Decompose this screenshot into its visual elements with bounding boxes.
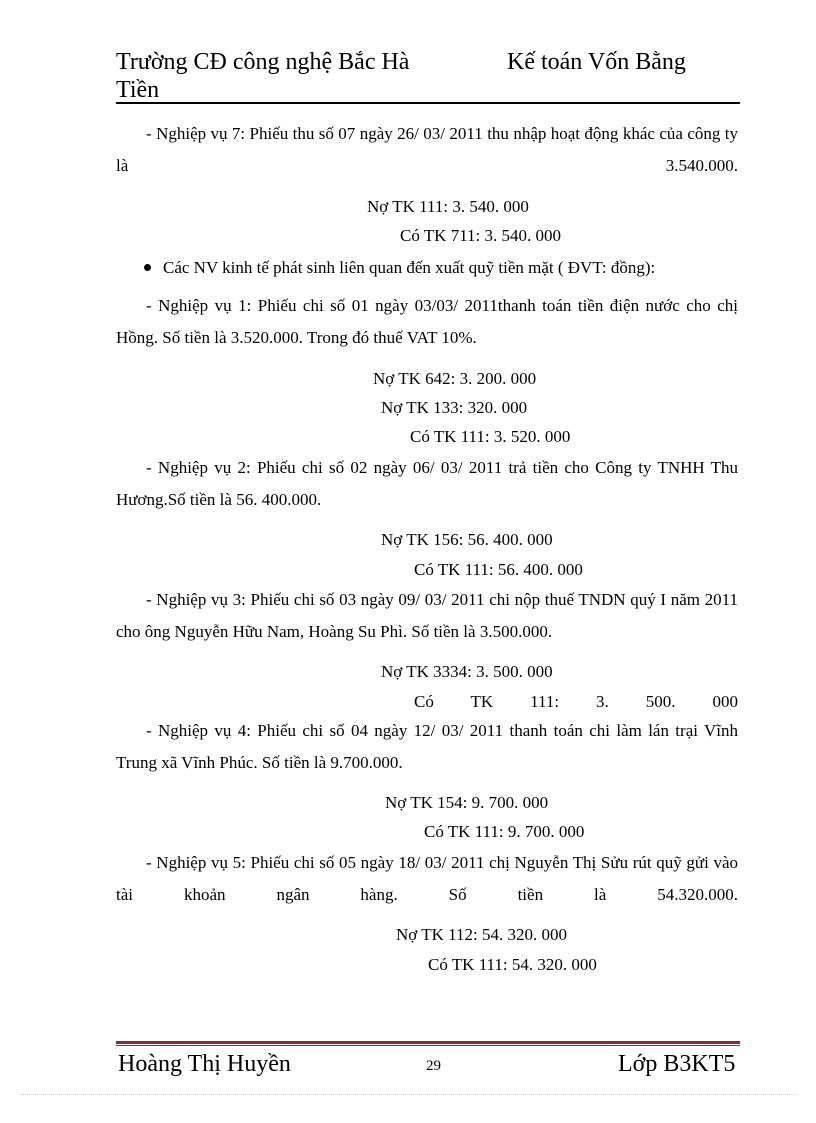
footer-rule-thick bbox=[116, 1041, 740, 1044]
header-subject: Kế toán Vốn Bằng bbox=[507, 49, 686, 75]
nv5-debit-entry: Nợ TK 112: 54. 320. 000 bbox=[396, 925, 567, 944]
nv3-credit-entry: Có TK 111: 3. 500. 000 bbox=[414, 692, 738, 711]
nv2-paragraph: - Nghiệp vụ 2: Phiếu chi số 02 ngày 06/ 03/ 2011 trả tiền cho Công ty TNHH Thu Hương.Số tiền là 56. 400.000. bbox=[116, 458, 738, 509]
header-rule bbox=[116, 102, 740, 104]
nv4-credit-entry: Có TK 111: 9. 700. 000 bbox=[424, 822, 585, 841]
bullet-icon bbox=[144, 264, 151, 271]
page-boundary-dotted bbox=[20, 1094, 796, 1095]
nv1-debit-entry-1: Nợ TK 642: 3. 200. 000 bbox=[373, 369, 537, 388]
nv4-debit-entry: Nợ TK 154: 9. 700. 000 bbox=[385, 793, 549, 812]
nv3-paragraph: - Nghiệp vụ 3: Phiếu chi số 03 ngày 09/ 03/ 2011 chi nộp thuế TNDN quý I năm 2011 cho ông Nguyễn Hữu Nam, Hoàng Su Phì. Số tiền là 3.500.000. bbox=[116, 590, 738, 641]
nv1-credit-entry: Có TK 111: 3. 520. 000 bbox=[410, 427, 571, 446]
cash-outflow-heading bbox=[144, 257, 655, 279]
nv1-paragraph: - Nghiệp vụ 1: Phiếu chi số 01 ngày 03/03/ 2011thanh toán tiền điện nước cho chị Hồng. Số tiền là 3.520.000. Trong đó thuế VAT 10%. bbox=[116, 296, 738, 347]
nv7-debit-entry: Nợ TK 111: 3. 540. 000 bbox=[367, 197, 529, 216]
nv4-paragraph: - Nghiệp vụ 4: Phiếu chi số 04 ngày 12/ 03/ 2011 thanh toán chi làm lán trại Vĩnh Trung xã Vĩnh Phúc. Số tiền là 9.700.000. bbox=[116, 721, 738, 772]
header-school: Trường CĐ công nghệ Bắc Hà bbox=[116, 49, 410, 75]
nv2-debit-entry: Nợ TK 156: 56. 400. 000 bbox=[381, 530, 553, 549]
nv7-credit-entry: Có TK 711: 3. 540. 000 bbox=[400, 226, 562, 245]
nv2-credit-entry: Có TK 111: 56. 400. 000 bbox=[414, 560, 583, 579]
footer-rule-thin bbox=[116, 1045, 740, 1046]
nv7-paragraph: - Nghiệp vụ 7: Phiếu thu số 07 ngày 26/ 03/ 2011 thu nhập hoạt động khác của công ty là 3.540.000. bbox=[116, 124, 738, 175]
footer-class: Lớp B3KT5 bbox=[618, 1051, 736, 1077]
cash-outflow-heading-text: Các NV kinh tế phát sinh liên quan đến xuất quỹ tiền mặt ( ĐVT: đồng): bbox=[163, 258, 656, 277]
nv1-debit-entry-2: Nợ TK 133: 320. 000 bbox=[381, 398, 528, 417]
nv5-credit-entry: Có TK 111: 54. 320. 000 bbox=[428, 955, 597, 974]
footer-author: Hoàng Thị Huyền bbox=[118, 1051, 291, 1077]
page-number: 29 bbox=[426, 1058, 441, 1074]
nv5-paragraph: - Nghiệp vụ 5: Phiếu chi số 05 ngày 18/ 03/ 2011 chị Nguyễn Thị Sửu rút quỹ gửi vào tài khoản ngân hàng. Số tiền là 54.320.000. bbox=[116, 853, 738, 904]
nv3-debit-entry: Nợ TK 3334: 3. 500. 000 bbox=[381, 662, 553, 681]
header-school-continued: Tiền bbox=[116, 77, 160, 103]
